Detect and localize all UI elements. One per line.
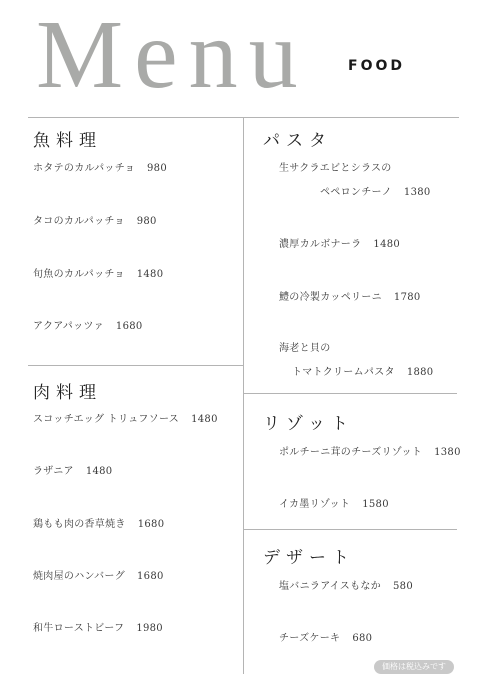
menu-item [33,159,167,174]
menu-item [279,629,372,644]
section-title-risotto: リゾット [263,414,354,434]
section-title-dessert: デザート [263,548,355,568]
menu-item [279,443,461,458]
item-name: 焼肉屋のハンバーグ [33,571,125,582]
menu-item [33,567,164,582]
menu-title: Menu [36,1,309,109]
menu-item [279,495,389,510]
item-price: 680 [352,633,373,644]
menu-item-line1: 海老と貝の [279,343,331,354]
menu-item [33,317,143,332]
menu-item [292,363,433,378]
column-divider [243,117,244,674]
item-name: 鶏もも肉の香草焼き [33,519,126,530]
item-name: スコッチエッグ トリュフソース [33,414,180,425]
pasta-risotto-divider [244,393,457,394]
item-price: 1380 [403,187,431,198]
menu-item [279,577,413,592]
item-price: 1980 [136,623,163,634]
menu-item [33,265,163,280]
item-price: 1780 [393,292,421,303]
item-name: アクアパッツァ [33,321,104,332]
section-title-pasta: パスタ [263,131,332,151]
item-price: 1480 [136,269,164,280]
menu-item [33,462,112,477]
menu-item [33,212,157,227]
item-name: 塩バニラアイスもなか [279,581,381,592]
item-name: トマトクリームパスタ [292,367,395,378]
item-price: 1680 [137,519,165,530]
item-price: 1880 [406,367,434,378]
menu-item [33,515,164,530]
item-name: 濃厚カルボナーラ [279,239,362,250]
item-price: 580 [393,581,413,592]
fish-meat-divider [28,365,243,366]
item-name: ペペロンチーノ [320,187,392,198]
section-title-meat: 肉料理 [33,383,102,403]
item-price: 980 [147,163,167,174]
item-name: タコのカルパッチョ [33,216,125,227]
risotto-dessert-divider [244,529,457,530]
item-name: ラザニア [33,466,74,477]
item-name: ポルチーニ茸のチーズリゾット [279,447,423,458]
tax-note-badge: 価格は税込みです [374,660,454,674]
section-title-fish: 魚料理 [33,131,102,151]
menu-item [320,183,431,198]
item-name: 和牛ローストビーフ [33,623,125,634]
item-price: 1580 [362,499,389,510]
item-name: チーズケーキ [279,633,341,644]
menu-item [279,235,400,250]
item-price: 1680 [115,321,143,332]
menu-item [279,288,421,303]
item-price: 1480 [85,466,113,477]
item-price: 1680 [137,571,164,582]
item-name: 鱧の冷製カッペリーニ [279,292,382,303]
menu-item-line1: 生サクラエビとシラスの [279,163,392,174]
item-price: 1480 [373,239,401,250]
item-price: 1380 [434,447,461,458]
item-name: ホタテのカルパッチョ [33,163,135,174]
item-name: 旬魚のカルパッチョ [33,269,125,280]
menu-item [33,619,163,634]
item-price: 1480 [191,414,218,425]
item-price: 980 [136,216,157,227]
menu-subtitle: FOOD [348,58,405,74]
menu-item [33,410,218,425]
item-name: イカ墨リゾット [279,499,351,510]
